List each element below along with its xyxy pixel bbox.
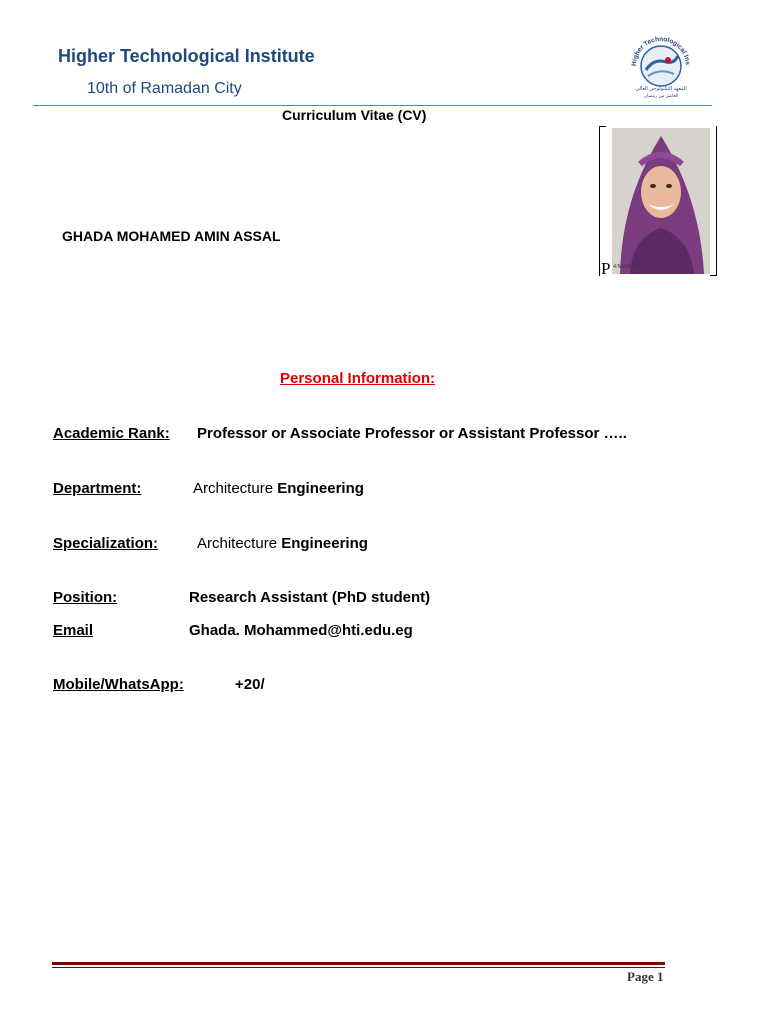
logo-arabic-city: العاشر من رمضان <box>643 94 679 99</box>
institute-logo <box>622 30 700 100</box>
specialization-value <box>197 535 368 552</box>
mobile-label: Mobile/WhatsApp: <box>53 676 184 693</box>
header-divider <box>33 105 712 106</box>
logo-lettering: Higher Technological Ins <box>630 35 692 67</box>
institute-city: 10th of Ramadan City <box>87 80 242 97</box>
person-name: GHADA MOHAMED AMIN ASSAL <box>62 228 281 244</box>
specialization-value-a: Architecture <box>197 535 278 552</box>
department-value <box>193 480 364 497</box>
position-label: Position: <box>53 589 118 606</box>
department-value-a: Architecture <box>193 480 274 497</box>
personal-info-heading: Personal Information: <box>280 370 436 387</box>
profile-photo <box>612 128 710 274</box>
academic-rank-label: Academic Rank: <box>53 425 170 442</box>
logo-arabic: المعهد التكنولوجي العالي <box>635 86 687 92</box>
email-value: Ghada. Mohammed@hti.edu.eg <box>189 622 413 639</box>
footer-divider-thick <box>52 962 665 965</box>
photo-label: P <box>601 259 611 278</box>
photo-stamp: 4/MAR/08 <box>613 264 640 270</box>
specialization-label: Specialization: <box>53 535 159 552</box>
page-number: Page 1 <box>627 969 664 984</box>
department-label: Department: <box>53 480 142 497</box>
position-value: Research Assistant (PhD student) <box>189 589 431 606</box>
mobile-value: +20/ <box>235 676 265 693</box>
academic-rank-value: Professor or Associate Professor or Assistant Professor ….. <box>197 425 627 442</box>
institute-name: Higher Technological Institute <box>58 46 315 66</box>
footer-divider-thin <box>52 967 665 968</box>
department-value-b: Engineering <box>277 480 364 497</box>
specialization-value-b: Engineering <box>281 535 368 552</box>
document-title: Curriculum Vitae (CV) <box>282 107 427 123</box>
email-label: Email <box>53 622 94 639</box>
